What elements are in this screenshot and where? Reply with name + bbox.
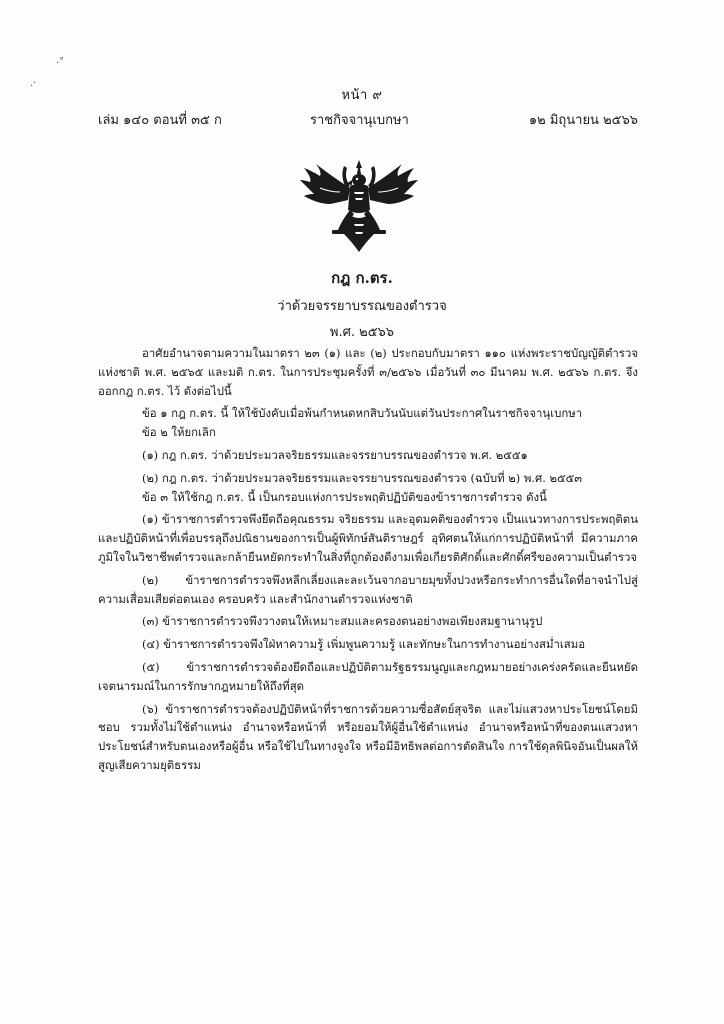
volume-issue: เล่ม ๑๔๐ ตอนที่ ๓๕ ก bbox=[98, 113, 222, 128]
clause-1: ข้อ ๑ กฎ ก.ตร. นี้ ให้ใช้บังคับเมื่อพ้นกำหนดหกสิบวันนับแต่วันประกาศในราชกิจจานุเบกษา bbox=[142, 406, 583, 421]
publication-date: ๑๒ มิถุนายน ๒๕๖๖ bbox=[528, 113, 638, 128]
gazette-header bbox=[98, 109, 638, 129]
garuda-emblem-icon bbox=[300, 158, 418, 254]
scan-speck: .· bbox=[30, 78, 37, 89]
ethics-item-5: (๕) ข้าราชการตำรวจต้องยึดถือและปฏิบัติตามรัฐธรรมนูญและกฎหมายอย่างเคร่งครัดและยืนหยัดเจตนารมณ์ในการรักษากฎหมายให้ถึงที่สุด bbox=[98, 659, 638, 693]
document-body bbox=[98, 344, 638, 775]
document-title-block bbox=[0, 266, 724, 344]
ethics-item-1: (๑) ข้าราชการตำรวจพึงยึดถือคุณธรรม จริยธรรม และอุดมคติของตำรวจ เป็นแนวทางการประพฤติตนและปฏิบัติหน้าที่เพื่อบรรลุถึงปณิธานของการเป็นผู้พิทักษ์สันติราษฎร์ อุทิศตนให้แก่การปฏิบัติหน้าที่ มีความภาคภูมิใจในวิชาชีพตำรวจและกล้ายืนหยัดกระทำในสิ่งที่ถูกต้องดีงามเพื่อเกียรติศักดิ์และศักดิ์ศรีของความเป็นตำรวจ bbox=[98, 512, 638, 564]
clause-2: ข้อ ๒ ให้ยกเลิก bbox=[142, 425, 216, 440]
ethics-item-2: (๒) ข้าราชการตำรวจพึงหลีกเลี่ยงและละเว้นจากอบายมุขทั้งปวงหรือกระทำการอื่นใดที่อาจนำไปสู่ความเสื่อมเสียต่อตนเอง ครอบครัว และสำนักงานตำรวจแห่งชาติ bbox=[98, 572, 638, 606]
ethics-item-3: (๓) ข้าราชการตำรวจพึงวางตนให้เหมาะสมและครองตนอย่างพอเพียงสมฐานานุรูป bbox=[142, 614, 543, 629]
document-title: กฎ ก.ตร. bbox=[331, 269, 393, 287]
page-number: หน้า ๙ bbox=[341, 88, 383, 103]
document-year: พ.ศ. ๒๕๖๖ bbox=[329, 325, 395, 340]
ethics-item-6: (๖) ข้าราชการตำรวจต้องปฏิบัติหน้าที่ราชการด้วยความซื่อสัตย์สุจริต และไม่แสวงหาประโยชน์โดยมิชอบ รวมทั้งไม่ใช้ตำแหน่ง อำนาจหรือหน้าที่ หรือยอมให้ผู้อื่นใช้ตำแหน่ง อำนาจหรือหน้าที่ของตนแสวงหาประโยชน์สำหรับตนเองหรือผู้อื่น หรือใช้ไปในทางจูงใจ หรือมีอิทธิพลต่อการตัดสินใจ การใช้ดุลพินิจอันเป็นผลให้สูญเสียความยุติธรรม bbox=[98, 701, 638, 772]
repeal-item-2: (๒) กฎ ก.ตร. ว่าด้วยประมวลจริยธรรมและจรรยาบรรณของตำรวจ (ฉบับที่ ๒) พ.ศ. ๒๕๕๓ bbox=[142, 470, 582, 485]
gazette-name: ราชกิจจานุเบกษา bbox=[310, 113, 409, 128]
ethics-item-4: (๔) ข้าราชการตำรวจพึงใฝ่หาความรู้ เพิ่มพูนความรู้ และทักษะในการทำงานอย่างสม่ำเสมอ bbox=[142, 637, 586, 652]
scan-speck: ·˚ bbox=[56, 58, 65, 69]
repeal-item-1: (๑) กฎ ก.ตร. ว่าด้วยประมวลจริยธรรมและจรรยาบรรณของตำรวจ พ.ศ. ๒๕๕๑ bbox=[142, 447, 528, 462]
preamble-paragraph: อาศัยอำนาจตามความในมาตรา ๒๓ (๑) และ (๒) ประกอบกับมาตรา ๑๑๐ แห่งพระราชบัญญัติตำรวจแห่งชาติ พ.ศ. ๒๕๖๕ และมติ ก.ตร. ในการประชุมครั้งที่ ๓/๒๕๖๖ เมื่อวันที่ ๓๐ มีนาคม พ.ศ. ๒๕๖๖ ก.ตร. จึงออกกฎ ก.ตร. ไว้ ดังต่อไปนี้ bbox=[98, 346, 638, 398]
clause-3: ข้อ ๓ ให้ใช้กฎ ก.ตร. นี้ เป็นกรอบแห่งการประพฤติปฏิบัติของข้าราชการตำรวจ ดังนี้ bbox=[142, 489, 547, 504]
document-subtitle: ว่าด้วยจรรยาบรรณของตำรวจ bbox=[277, 299, 447, 314]
